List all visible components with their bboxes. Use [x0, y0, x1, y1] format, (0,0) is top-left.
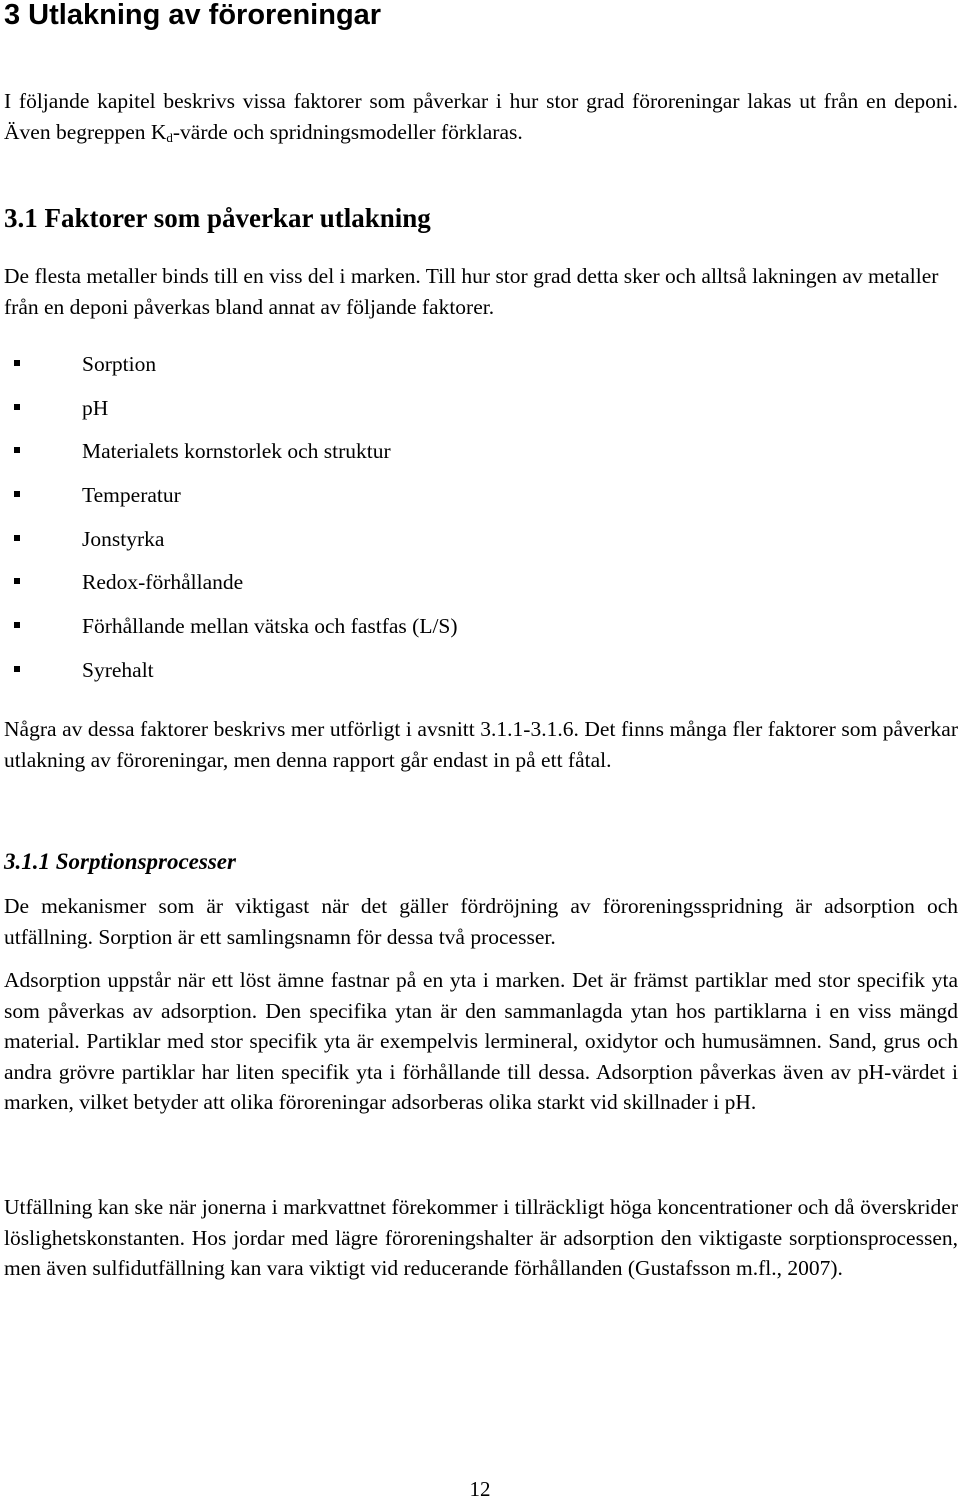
square-bullet-icon	[14, 491, 20, 497]
list-item	[0, 478, 458, 522]
chapter-heading: 3 Utlakning av föroreningar	[4, 0, 382, 31]
kd-subscript: d	[166, 129, 173, 145]
list-item-label: Jonstyrka	[82, 526, 165, 551]
square-bullet-icon	[14, 535, 20, 541]
list-item	[0, 609, 458, 653]
list-item-label: Temperatur	[82, 483, 181, 508]
list-item	[0, 653, 458, 697]
section-heading: 3.1 Faktorer som påverkar utlakning	[4, 203, 431, 233]
intro-text-after: -värde och spridningsmodeller förklaras.	[172, 119, 523, 144]
square-bullet-icon	[14, 447, 20, 453]
list-item-label: Syrehalt	[82, 657, 154, 682]
list-item	[0, 434, 458, 478]
list-item-label: Redox-förhållande	[82, 570, 244, 595]
section-intro-paragraph: De flesta metaller binds till en viss del i marken. Till hur stor grad detta sker och alltså lakningen av metaller från en deponi påverkas bland annat av följande faktorer.	[4, 264, 939, 319]
square-bullet-icon	[14, 404, 20, 410]
square-bullet-icon	[14, 622, 20, 628]
square-bullet-icon	[14, 666, 20, 672]
list-item	[0, 391, 458, 435]
list-item-label: pH	[82, 395, 109, 420]
factors-list	[0, 347, 458, 697]
list-item	[0, 347, 458, 391]
list-item-label: Sorption	[82, 352, 157, 376]
sorption-paragraph-2: Adsorption uppstår när ett löst ämne fastnar på en yta i marken. Det är främst partiklar med stor specifik yta som påverkas av adsorption. Den specifika ytan är den sammanlagda ytan hos partiklarna i en viss mängd material. Partiklar med stor specifik yta är exempelvis lermineral, oxidytor och humusämnen. Sand, grus och andra grövre partiklar har liten specifik yta i förhållande till dessa. Adsorption påverkas även av pH-värdet i marken, vilket betyder att olika föroreningar adsorberas olika starkt vid skillnader i pH.	[4, 968, 958, 1114]
list-item-label: Förhållande mellan vätska och fastfas (L/S)	[82, 614, 458, 639]
after-list-paragraph: Några av dessa faktorer beskrivs mer utförligt i avsnitt 3.1.1-3.1.6. Det finns många fler faktorer som påverkar utlakning av föroreningar, men denna rapport går endast in på ett fåtal.	[4, 717, 958, 772]
intro-paragraph	[4, 86, 958, 147]
list-item-label: Materialets kornstorlek och struktur	[82, 439, 391, 464]
sorption-paragraph-1: De mekanismer som är viktigast när det gäller fördröjning av föroreningsspridning är adsorption och utfällning. Sorption är ett samlingsnamn för dessa två processer.	[4, 894, 958, 949]
list-item	[0, 522, 458, 566]
list-item	[0, 565, 458, 609]
page-number: 12	[469, 1477, 491, 1501]
square-bullet-icon	[14, 578, 20, 584]
sorption-paragraph-3: Utfällning kan ske när jonerna i markvattnet förekommer i tillräckligt höga koncentrationer och då överskrider löslighetskonstanten. Hos jordar med lägre föroreningshalter är adsorption den viktigaste sorptionsprocessen, men även sulfidutfällning kan vara viktigt vid reducerande förhållanden (Gustafsson m.fl., 2007).	[4, 1195, 958, 1280]
intro-text-before: I följande kapitel beskrivs vissa faktorer som påverkar i hur stor grad föroreningar lakas ut från en deponi. Även begreppen K	[4, 89, 958, 144]
subsection-heading: 3.1.1 Sorptionsprocesser	[4, 849, 236, 874]
square-bullet-icon	[14, 360, 20, 366]
